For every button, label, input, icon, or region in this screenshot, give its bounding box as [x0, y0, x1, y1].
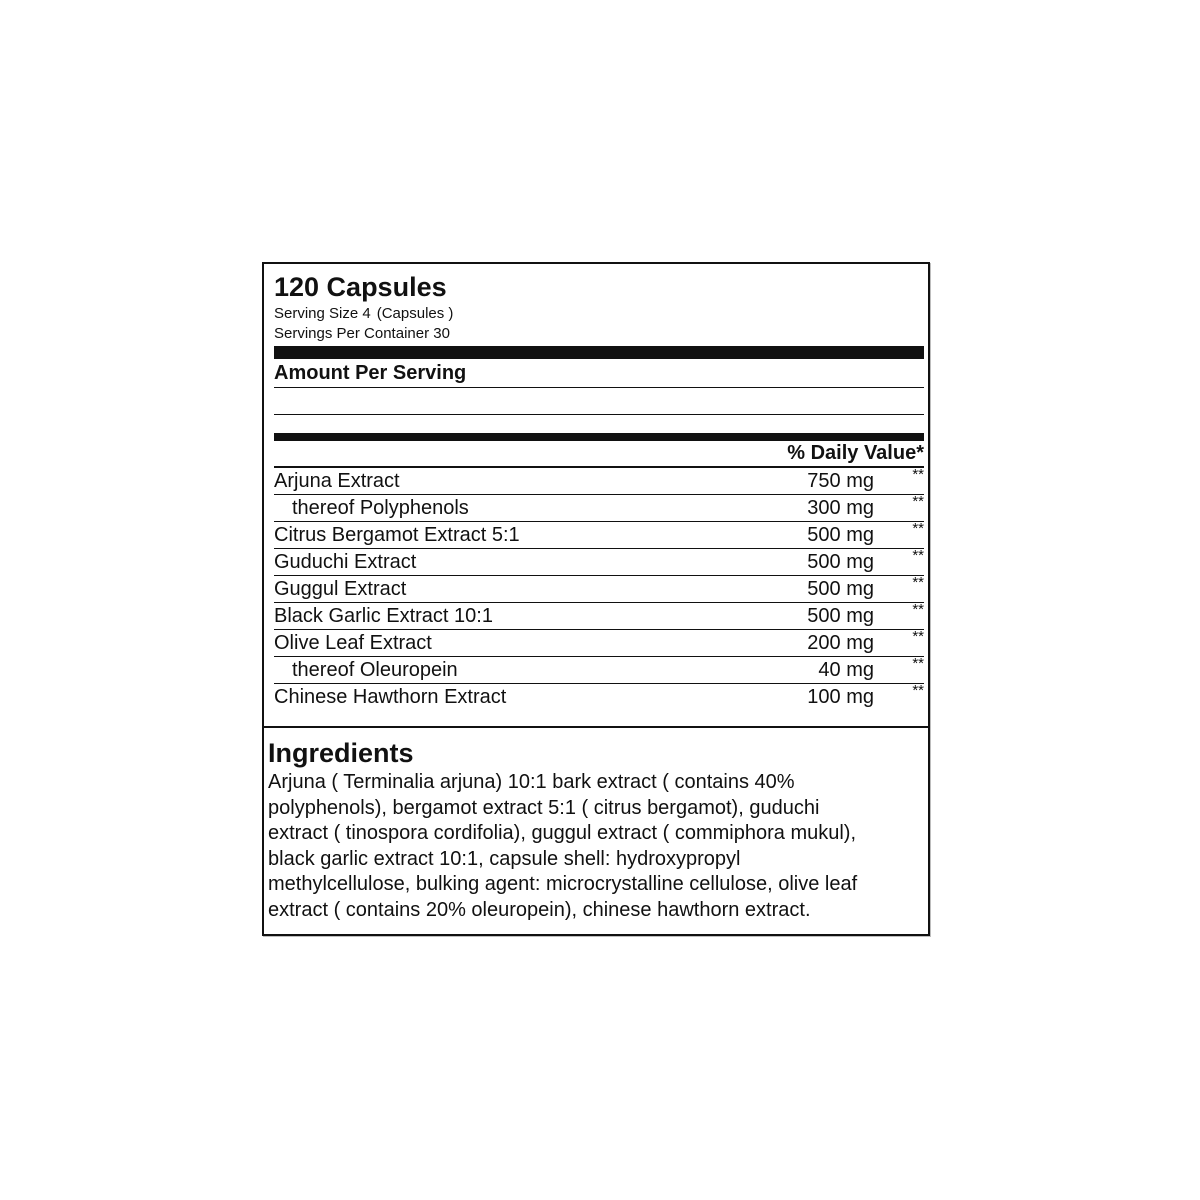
- ingredients-text: [268, 770, 924, 923]
- nutrient-row: [274, 603, 924, 630]
- nutrient-row: [274, 495, 924, 522]
- nutrient-amount: 100 mg: [807, 686, 874, 708]
- nutrient-amount: 200 mg: [807, 632, 874, 654]
- servings-per-container: Servings Per Container 30: [274, 325, 450, 342]
- nutrient-name: Guduchi Extract: [274, 551, 417, 573]
- ingredients-line: extract ( tinospora cordifolia), guggul extract ( commiphora mukul),: [268, 822, 857, 844]
- nutrient-amount: 750 mg: [807, 470, 874, 492]
- ingredients-section: [268, 736, 924, 923]
- ingredients-line: extract ( contains 20% oleuropein), chinese hawthorn extract.: [268, 898, 811, 921]
- nutrient-name: Guggul Extract: [274, 578, 407, 600]
- empty-row: [274, 388, 924, 415]
- nutrient-amount: 40 mg: [818, 659, 874, 681]
- nutrient-row: [274, 549, 924, 576]
- nutrient-name: Olive Leaf Extract: [274, 632, 432, 654]
- ingredients-line: methylcellulose, bulking agent: microcrystalline cellulose, olive leaf: [268, 873, 858, 895]
- supplement-facts-label: [262, 262, 930, 936]
- nutrient-daily-value: **: [912, 493, 924, 510]
- ingredients-line: Arjuna ( Terminalia arjuna) 10:1 bark extract ( contains 40%: [268, 771, 795, 793]
- nutrient-daily-value: **: [912, 682, 924, 699]
- nutrient-name: Arjuna Extract: [274, 470, 400, 492]
- nutrient-daily-value: **: [912, 520, 924, 537]
- facts-panel: [274, 270, 924, 710]
- nutrient-amount: 500 mg: [807, 524, 874, 546]
- nutrient-daily-value: **: [912, 655, 924, 672]
- nutrient-amount: 500 mg: [807, 551, 874, 573]
- ingredients-title: Ingredients: [268, 738, 414, 768]
- nutrient-name: Chinese Hawthorn Extract: [274, 686, 507, 708]
- nutrient-row: [274, 630, 924, 657]
- nutrient-row: [274, 468, 924, 495]
- amount-per-serving-heading: Amount Per Serving: [274, 359, 924, 388]
- nutrient-rows: [274, 468, 924, 710]
- nutrient-daily-value: **: [912, 628, 924, 645]
- serving-size: [274, 304, 924, 324]
- nutrient-row: [274, 522, 924, 549]
- nutrient-amount: 500 mg: [807, 605, 874, 627]
- nutrient-amount: 300 mg: [807, 497, 874, 519]
- daily-value-header: % Daily Value*: [274, 441, 924, 468]
- nutrient-name: thereof Oleuropein: [292, 659, 458, 681]
- nutrient-daily-value: **: [912, 466, 924, 483]
- section-divider: [264, 726, 928, 728]
- product-title: 120 Capsules: [274, 272, 447, 302]
- serving-size-unit: (Capsules ): [376, 305, 454, 322]
- nutrient-name: thereof Polyphenols: [292, 497, 469, 519]
- ingredients-line: polyphenols), bergamot extract 5:1 ( citrus bergamot), guduchi: [268, 796, 820, 819]
- nutrient-amount: 500 mg: [807, 578, 874, 600]
- nutrient-name: Citrus Bergamot Extract 5:1: [274, 524, 520, 546]
- nutrient-row: [274, 657, 924, 684]
- nutrient-daily-value: **: [912, 574, 924, 591]
- nutrient-row: [274, 684, 924, 710]
- medium-divider: [274, 433, 924, 441]
- thick-divider: [274, 346, 924, 359]
- nutrient-row: [274, 576, 924, 603]
- ingredients-line: black garlic extract 10:1, capsule shell: hydroxypropyl: [268, 847, 741, 870]
- nutrient-daily-value: **: [912, 601, 924, 618]
- serving-size-label: Serving Size 4: [274, 305, 371, 322]
- nutrient-daily-value: **: [912, 547, 924, 564]
- nutrient-name: Black Garlic Extract 10:1: [274, 605, 493, 627]
